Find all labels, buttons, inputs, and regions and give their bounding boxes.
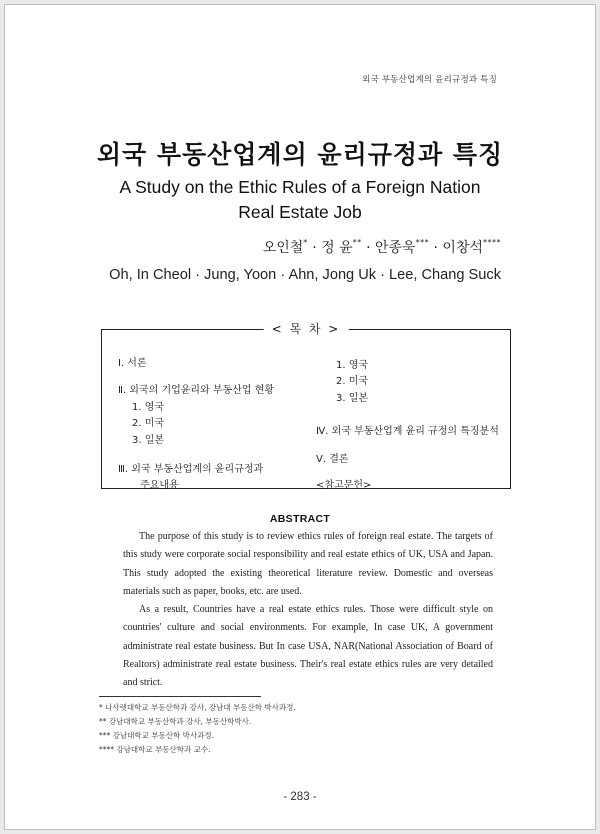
toc-item: 1. 영국	[336, 360, 369, 371]
toc-item: 3. 일본	[336, 393, 369, 404]
toc-item: 2. 미국	[132, 418, 165, 429]
paper-page	[4, 4, 596, 830]
page-number: - 283 -	[283, 791, 317, 803]
toc-item: 3. 일본	[132, 435, 165, 446]
author-3: 안종욱	[374, 240, 416, 256]
toc-left-column	[118, 330, 318, 490]
toc-item: Ⅴ. 결론	[316, 454, 349, 465]
toc-item: Ⅳ. 외국 부동산업계 윤리 규정의 특징분석	[316, 426, 499, 437]
toc-item: Ⅱ. 외국의 기업윤리와 부동산업 현황	[118, 385, 275, 396]
authors-korean	[263, 237, 501, 257]
toc-item: <참고문헌>	[316, 480, 372, 491]
footnote: ** 강남대학교 부동산학과 강사, 부동산학박사.	[99, 717, 252, 726]
footnote: * 나사렛대학교 부동산학과 강사, 강남대 부동산학 박사과정.	[99, 703, 296, 712]
footnote-divider	[99, 696, 261, 697]
toc-item: 주요내용	[140, 480, 179, 491]
toc-right-column	[316, 330, 512, 490]
abstract-heading: ABSTRACT	[269, 513, 331, 525]
title-english: A Study on the Ethic Rules of a Foreign Nation Real Estate Job	[119, 177, 481, 222]
abstract-paragraph: As a result, Countries have a real estate ethics rules. Those were difficult style on countries' culture and social environments. For example, In case UK, A government administrate real estate business. But In case USA, NAR(National Association of Board of Realtors) administrate real estate business. Their's real estate ethics rules are very detailed and strict.	[123, 604, 493, 689]
authors-english: Oh, In Cheol · Jung, Yoon · Ahn, Jong Uk · Lee, Chang Suck	[109, 267, 501, 283]
author-separator: ·	[361, 240, 375, 256]
table-of-contents	[101, 322, 511, 491]
toc-item: Ⅰ. 서론	[118, 358, 147, 369]
footnote: **** 강남대학교 부동산학과 교수.	[99, 745, 211, 754]
footnote: *** 강남대학교 부동산학 박사과정.	[99, 731, 214, 740]
author-4-mark: ****	[483, 238, 501, 247]
author-separator: ·	[429, 240, 443, 256]
toc-item: 2. 미국	[336, 376, 369, 387]
author-4: 이창석	[442, 240, 483, 256]
author-2: 정 윤	[321, 240, 353, 256]
author-2-mark: **	[352, 238, 362, 247]
author-3-mark: ***	[415, 238, 430, 247]
author-separator: ·	[307, 240, 322, 256]
title-korean: 외국 부동산업계의 윤리규정과 특징	[96, 140, 504, 169]
author-1-mark: *	[303, 238, 308, 247]
footnotes	[99, 701, 296, 757]
author-1: 오인철	[262, 240, 304, 256]
running-head: 외국 부동산업계의 윤리규정과 특징	[362, 75, 497, 85]
toc-item: 1. 영국	[132, 402, 165, 413]
abstract-body	[123, 528, 493, 693]
abstract-paragraph: The purpose of this study is to review ethics rules of foreign real estate. The targets of this study were corporate social responsibility and real estate ethics of UK, USA and Japan. This study adopted the existing theoretical literature review. Domestic and overseas materials such as paper, books, etc. are used.	[123, 531, 493, 597]
toc-heading: < 목 차 >	[264, 320, 349, 337]
toc-item: Ⅲ. 외국 부동산업계의 윤리규정과	[118, 464, 264, 475]
